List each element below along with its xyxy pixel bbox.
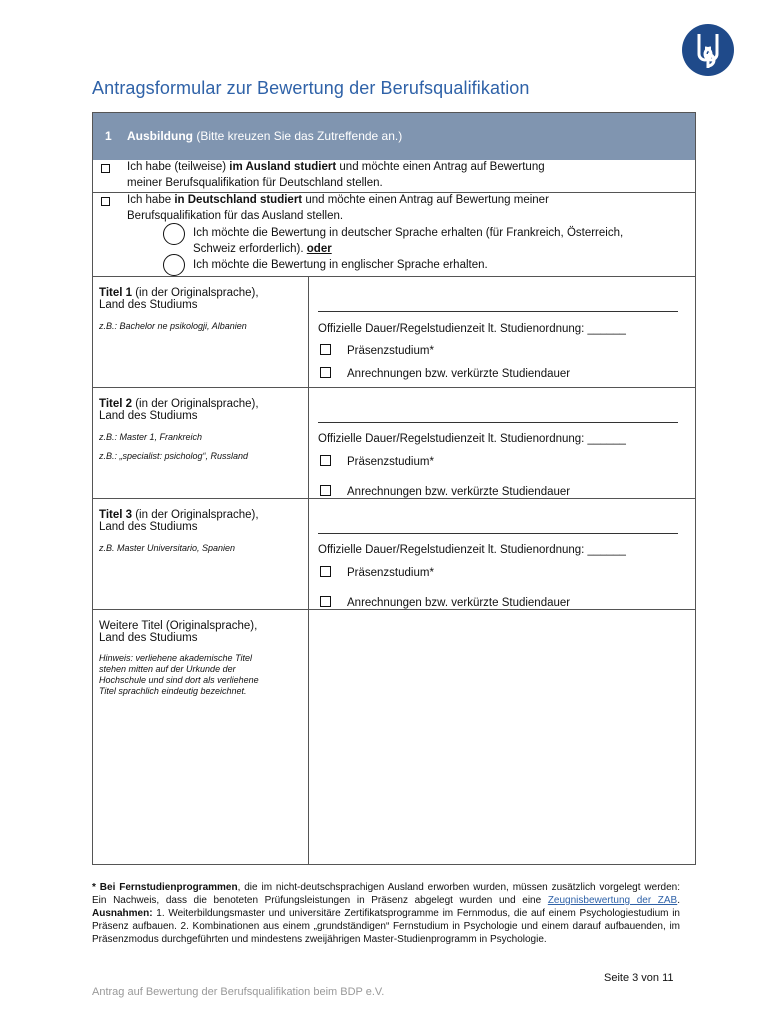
title2-presence-checkbox[interactable] (320, 455, 331, 466)
option-germany-checkbox[interactable] (101, 197, 110, 206)
title2-presence-label: Präsenzstudium* (347, 456, 434, 468)
further-hint-2: stehen mitten auf der Urkunde der (99, 664, 236, 674)
title1-presence-checkbox[interactable] (320, 344, 331, 355)
option-germany-label-2: Berufsqualifikation für das Ausland stellen. (127, 210, 344, 222)
title1-presence-label: Präsenzstudium* (347, 345, 434, 357)
footnote: * Bei Fernstudienprogrammen, die im nicht-deutschsprachigen Ausland erworben wurden, müssen zusätzlich vorgelegt werden: Ein Nachweis, dass die benoteten Prüfungsleistungen in Präsenz abgelegt wurden und eine Zeugnisbewertung der ZAB. Ausnahmen: 1. Weiterbildungsmaster und universitäre Zertifikatsprogramme im Fernmodus, die auf einem Psychologiestudium in Präsenz aufbauen. 2. Kombinationen aus einem „grundständigen“ Fernstudium in Psychologie und einem darauf aufbauenden, im Präsenzmodus durchgeführten und mindestens zweijährigen Master-Studienprogramm in Psychologie. (92, 882, 681, 945)
title1-credits-label: Anrechnungen bzw. verkürzte Studiendauer (347, 368, 571, 380)
option-abroad-checkbox[interactable] (101, 164, 110, 173)
zab-link[interactable]: Zeugnisbewertung der ZAB (547, 895, 678, 906)
option-germany-label: Ich habe in Deutschland studiert und möchte einen Antrag auf Bewertung meiner (127, 194, 549, 206)
further-titles-input[interactable] (309, 610, 695, 864)
application-form (92, 112, 696, 865)
page-number: Seite 3 von 11 (604, 972, 674, 984)
title2-credits-checkbox[interactable] (320, 485, 331, 496)
title3-label: Titel 3 (in der Originalsprache), (99, 509, 259, 521)
title1-label: Titel 1 (in der Originalsprache), (99, 287, 259, 299)
title3-presence-label: Präsenzstudium* (347, 567, 434, 579)
further-hint-1: Hinweis: verliehene akademische Titel (99, 653, 252, 663)
title2-input[interactable] (318, 422, 678, 423)
option-abroad-label-2: meiner Berufsqualifikation für Deutschland stellen. (127, 177, 383, 189)
title3-country: Land des Studiums (99, 521, 198, 533)
title2-duration: Offizielle Dauer/Regelstudienzeit lt. Studienordnung: ______ (318, 433, 626, 445)
title3-duration: Offizielle Dauer/Regelstudienzeit lt. Studienordnung: ______ (318, 544, 626, 556)
title1-example: z.B.: Bachelor ne psikologji, Albanien (99, 321, 247, 331)
title2-credits-label: Anrechnungen bzw. verkürzte Studiendauer (347, 486, 571, 498)
english-language-label: Ich möchte die Bewertung in englischer Sprache erhalten. (193, 259, 488, 271)
page-title: Antragsformular zur Bewertung der Berufsqualifikation (92, 78, 530, 98)
section-number: 1 (105, 129, 112, 143)
further-hint-3: Hochschule und sind dort als verliehene (99, 675, 259, 685)
further-hint-4: Titel sprachlich eindeutig bezeichnet. (99, 686, 247, 696)
title3-credits-checkbox[interactable] (320, 596, 331, 607)
section-header (93, 113, 695, 160)
english-language-radio[interactable] (163, 254, 185, 276)
title3-credits-label: Anrechnungen bzw. verkürzte Studiendauer (347, 597, 571, 609)
further-titles-country: Land des Studiums (99, 632, 198, 644)
german-language-label: Ich möchte die Bewertung in deutscher Sprache erhalten (für Frankreich, Österreich, (193, 227, 624, 239)
title2-country: Land des Studiums (99, 410, 198, 422)
title2-example-1: z.B.: Master 1, Frankreich (99, 432, 203, 442)
document-footer: Antrag auf Bewertung der Berufsqualifikation beim BDP e.V. (92, 986, 385, 998)
bdp-logo (682, 24, 734, 76)
title2-label: Titel 2 (in der Originalsprache), (99, 398, 259, 410)
title3-input[interactable] (318, 533, 678, 534)
title1-country: Land des Studiums (99, 299, 198, 311)
section-label: Ausbildung (Bitte kreuzen Sie das Zutreffende an.) (127, 129, 403, 143)
title3-example: z.B. Master Universitario, Spanien (99, 543, 236, 553)
title1-duration: Offizielle Dauer/Regelstudienzeit lt. Studienordnung: ______ (318, 323, 626, 335)
german-language-radio[interactable] (163, 223, 185, 245)
title3-presence-checkbox[interactable] (320, 566, 331, 577)
german-language-label-2: Schweiz erforderlich). oder (193, 243, 332, 255)
title2-example-2: z.B.: „specialist: psicholog“, Russland (99, 451, 249, 461)
option-abroad-label: Ich habe (teilweise) im Ausland studiert und möchte einen Antrag auf Bewertung (127, 161, 545, 173)
further-titles-label: Weitere Titel (Originalsprache), (99, 620, 258, 632)
title1-input[interactable] (318, 311, 678, 312)
title1-credits-checkbox[interactable] (320, 367, 331, 378)
